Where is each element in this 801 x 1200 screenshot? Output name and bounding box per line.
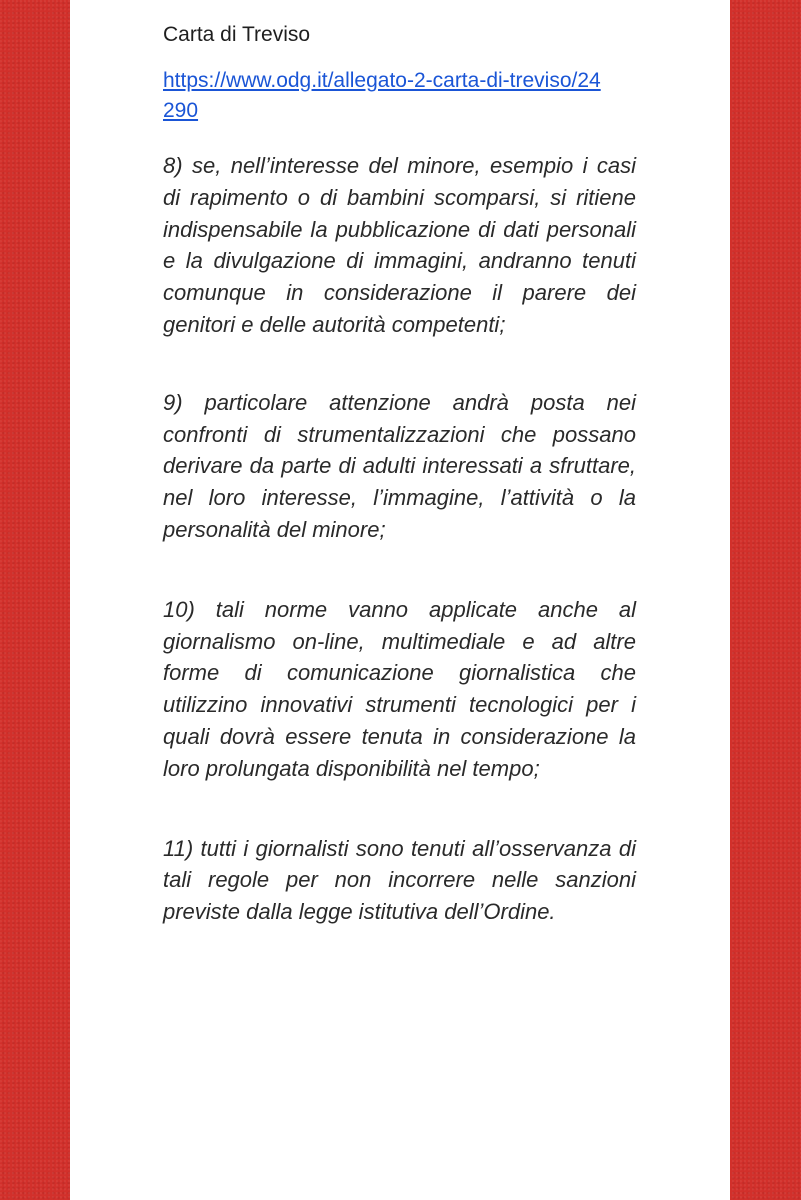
document-title: Carta di Treviso <box>163 23 311 46</box>
source-link[interactable]: https://www.odg.it/allegato-2-carta-di-treviso/24290 <box>163 69 601 122</box>
clause-8: 8) se, nell’interesse del minore, esempio i casi di rapimento o di bambini scomparsi, si ritiene indispensabile la pubblicazione di dati personali e la divulgazione di immagini, andranno tenuti comunque in considerazione il parere dei genitori e delle autorità competenti; <box>163 153 636 337</box>
clause-11: 11) tutti i giornalisti sono tenuti all’osservanza di tali regole per non incorrere nelle sanzioni previste dalla legge istitutiva dell’Ordine. <box>163 835 636 925</box>
document-page <box>70 0 730 1200</box>
clause-9: 9) particolare attenzione andrà posta nei confronti di strumentalizzazioni che possano derivare da parte di adulti interessati a sfruttare, nel loro interesse, l’immagine, l’attività o la personalità del minore; <box>163 389 636 542</box>
clause-10: 10) tali norme vanno applicate anche al giornalismo on-line, multimediale e ad altre forme di comunicazione giornalistica che utilizzino innovativi strumenti tecnologici per i quali dovrà essere tenuta in considerazione la loro prolungata disponibilità nel tempo; <box>163 596 636 781</box>
